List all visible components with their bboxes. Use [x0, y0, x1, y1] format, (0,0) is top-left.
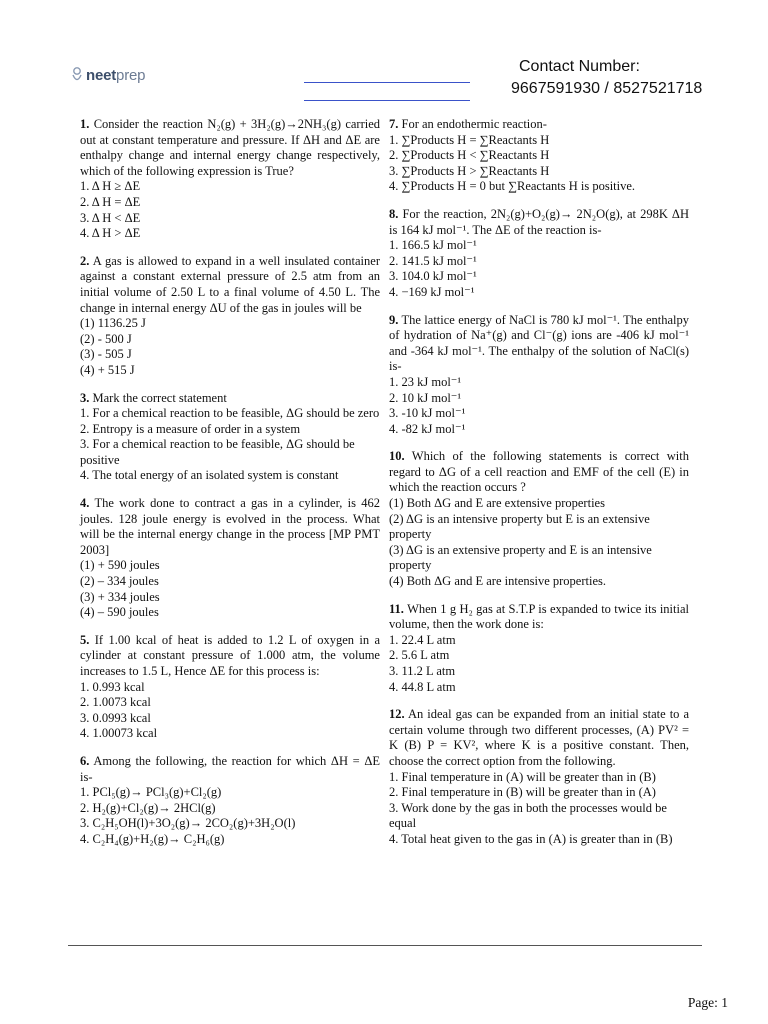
- question-number: 11.: [389, 601, 404, 616]
- question-stem: Which of the following statements is correct with regard to ΔG of a cell reaction and EMF of the cell (E) in which the reaction occurs ?: [389, 449, 689, 495]
- question-text: [80, 117, 380, 179]
- answer-option: 4. 1.00073 kcal: [80, 726, 158, 741]
- question-number: 8.: [389, 206, 399, 221]
- question-stem: Among the following, the reaction for which ΔH = ΔE is-: [80, 753, 380, 784]
- question-number: 4.: [80, 496, 90, 511]
- question-text: [389, 707, 689, 769]
- logo-icon: [70, 66, 84, 84]
- question-block: [80, 391, 380, 485]
- question-text: [80, 391, 380, 407]
- question-stem: An ideal gas can be expanded from an initial state to a certain volume through two different processes, (A) PV² = K (B) P = KV², where K is a positive constant. Then, choose the correct option from the following.: [389, 707, 689, 768]
- answer-option: 2. 10 kJ mol⁻¹: [389, 390, 462, 405]
- answer-option: (3) ΔG is an extensive property and E is an intensive property: [389, 542, 652, 573]
- question-stem: When 1 g H₂ gas at S.T.P is expanded to twice its initial volume, then the work done is:: [389, 601, 689, 632]
- question-block: [389, 207, 689, 301]
- answer-option: 4. −169 kJ mol⁻¹: [389, 284, 475, 299]
- question-text: [389, 449, 689, 496]
- answer-option: (3) - 505 J: [80, 347, 132, 362]
- question-block: [389, 449, 689, 589]
- footer-divider: [68, 945, 702, 946]
- answer-option: (1) + 590 joules: [80, 558, 160, 573]
- answer-option: 3. 11.2 L atm: [389, 664, 456, 678]
- question-block: [389, 313, 689, 438]
- question-text: [80, 254, 380, 316]
- question-block: [389, 602, 689, 696]
- answer-option: (4) – 590 joules: [80, 605, 159, 620]
- right-column: [389, 117, 689, 860]
- answer-option: 4. Total heat given to the gas in (A) is greater than in (B): [389, 831, 673, 846]
- question-stem: The work done to contract a gas in a cylinder, is 462 joules. 128 joule energy is evolved in the process. What will be the internal energy change in the process [MP PMT 2003]: [80, 496, 381, 557]
- answer-option: 3. 104.0 kJ mol⁻¹: [389, 269, 477, 284]
- question-number: 5.: [80, 632, 90, 647]
- neetprep-logo: [70, 66, 145, 84]
- answer-option: 1. 0.993 kcal: [80, 679, 145, 694]
- question-stem: Consider the reaction N₂(g) + 3H₂(g)→2NH₃(g) carried out at constant temperature and pressure. If ΔH and ΔE are enthalpy change and internal energy change respectively, which of the following expression is True?: [80, 117, 381, 178]
- answer-option: 2. ∑Products H < ∑Reactants H: [389, 148, 550, 163]
- question-stem: A gas is allowed to expand in a well insulated container against a constant external pressure of 2.5 atm from an initial volume of 2.50 L to a final volume of 4.50 L. The change in internal energy ΔU of the gas in joules will be: [80, 253, 380, 315]
- question-stem: For the reaction, 2N₂(g)+O₂(g)→ 2N₂O(g), at 298K ΔH is 164 kJ mol⁻¹. The ΔE of the reaction is-: [389, 206, 690, 237]
- question-stem: The lattice energy of NaCl is 780 kJ mol⁻¹. The enthalpy of hydration of Na⁺(g) and Cl⁻(g) ions are -406 kJ mol⁻¹ and -364 kJ mol⁻¹. The enthalpy of the solution of NaCl(s) is-: [389, 312, 689, 374]
- answer-option: 4. ∑Products H = 0 but ∑Reactants H is positive.: [389, 179, 636, 194]
- answer-option: 3. -10 kJ mol⁻¹: [389, 406, 466, 421]
- answer-option: 4. -82 kJ mol⁻¹: [389, 421, 466, 436]
- question-text: [389, 602, 689, 633]
- answer-option: 1. Δ H ≥ ΔE: [80, 179, 141, 194]
- answer-option: (1) 1136.25 J: [80, 316, 146, 331]
- contact-label: Contact Number:: [519, 58, 640, 75]
- answer-option: 4. Δ H > ΔE: [80, 226, 141, 241]
- question-text: [389, 117, 689, 133]
- answer-option: 4. C₂H₄(g)+H₂(g)→ C₂H₆(g): [80, 831, 225, 846]
- question-number: 9.: [389, 312, 399, 327]
- answer-option: 3. For a chemical reaction to be feasible, ΔG should be positive: [80, 437, 355, 467]
- answer-option: 3. ∑Products H > ∑Reactants H: [389, 163, 550, 178]
- page-number: Page: 1: [687, 995, 728, 1010]
- answer-option: 1. 23 kJ mol⁻¹: [389, 374, 462, 389]
- answer-option: (1) Both ΔG and E are extensive properties: [389, 496, 605, 511]
- blank-underline-2: [304, 100, 470, 101]
- answer-option: 1. 166.5 kJ mol⁻¹: [389, 238, 477, 253]
- question-number: 10.: [389, 449, 405, 464]
- question-text: [80, 496, 380, 558]
- answer-option: (4) Both ΔG and E are intensive properties.: [389, 574, 607, 589]
- question-block: [389, 707, 689, 847]
- answer-option: 1. PCl₅(g)→ PCl₃(g)+Cl₂(g): [80, 785, 222, 800]
- answer-option: (4) + 515 J: [80, 362, 135, 377]
- question-text: [80, 633, 380, 680]
- answer-option: (2) ΔG is an intensive property but E is an extensive property: [389, 511, 650, 542]
- question-number: 6.: [80, 753, 90, 768]
- answer-option: 1. Final temperature in (A) will be greater than in (B): [389, 769, 656, 784]
- answer-option: (2) – 334 joules: [80, 574, 159, 589]
- answer-option: 4. 44.8 L atm: [389, 679, 456, 694]
- answer-option: 3. C₂H₅OH(l)+3O₂(g)→ 2CO₂(g)+3H₂O(l): [80, 816, 296, 831]
- page-header: [0, 0, 768, 110]
- answer-option: 1. For a chemical reaction to be feasible, ΔG should be zero: [80, 406, 380, 421]
- answer-option: 2. Δ H = ΔE: [80, 194, 141, 209]
- question-text: [80, 754, 380, 785]
- answer-option: (2) - 500 J: [80, 331, 132, 346]
- question-stem: For an endothermic reaction-: [401, 117, 547, 131]
- question-block: [80, 633, 380, 742]
- question-text: [389, 207, 689, 238]
- answer-option: 2. Final temperature in (B) will be greater than in (A): [389, 785, 656, 800]
- question-number: 2.: [80, 253, 90, 268]
- answer-option: 3. Work done by the gas in both the processes would be equal: [389, 800, 667, 831]
- question-block: [80, 117, 380, 242]
- logo-text-bold: neet: [86, 67, 117, 84]
- question-block: [80, 754, 380, 848]
- answer-option: 1. 22.4 L atm: [389, 632, 456, 647]
- answer-option: 4. The total energy of an isolated system is constant: [80, 468, 339, 483]
- answer-option: 2. 1.0073 kcal: [80, 695, 151, 710]
- question-number: 7.: [389, 117, 399, 131]
- question-block: [80, 254, 380, 379]
- answer-option: 3. 0.0993 kcal: [80, 710, 151, 725]
- answer-option: 2. 5.6 L atm: [389, 648, 450, 663]
- answer-option: 2. Entropy is a measure of order in a system: [80, 421, 301, 436]
- answer-option: (3) + 334 joules: [80, 589, 160, 604]
- answer-option: 3. Δ H < ΔE: [80, 210, 141, 225]
- question-number: 1.: [80, 117, 90, 131]
- question-number: 3.: [80, 390, 90, 405]
- logo-text-light: prep: [116, 67, 146, 84]
- question-stem: If 1.00 kcal of heat is added to 1.2 L of oxygen in a cylinder at constant pressure of 1.000 atm, the volume increases to 1.5 L, Hence ΔE for this process is:: [80, 632, 381, 678]
- question-text: [389, 313, 689, 375]
- answer-option: 1. ∑Products H = ∑Reactants H: [389, 132, 550, 147]
- question-block: [80, 496, 380, 621]
- question-stem: Mark the correct statement: [92, 390, 227, 405]
- blank-underline-1: [304, 82, 470, 83]
- left-column: [80, 117, 380, 860]
- answer-option: 2. 141.5 kJ mol⁻¹: [389, 253, 477, 268]
- contact-numbers: 9667591930 / 8527521718: [511, 80, 703, 97]
- question-block: [389, 117, 689, 195]
- answer-option: 2. H₂(g)+Cl₂(g)→ 2HCl(g): [80, 800, 216, 815]
- question-number: 12.: [389, 707, 405, 722]
